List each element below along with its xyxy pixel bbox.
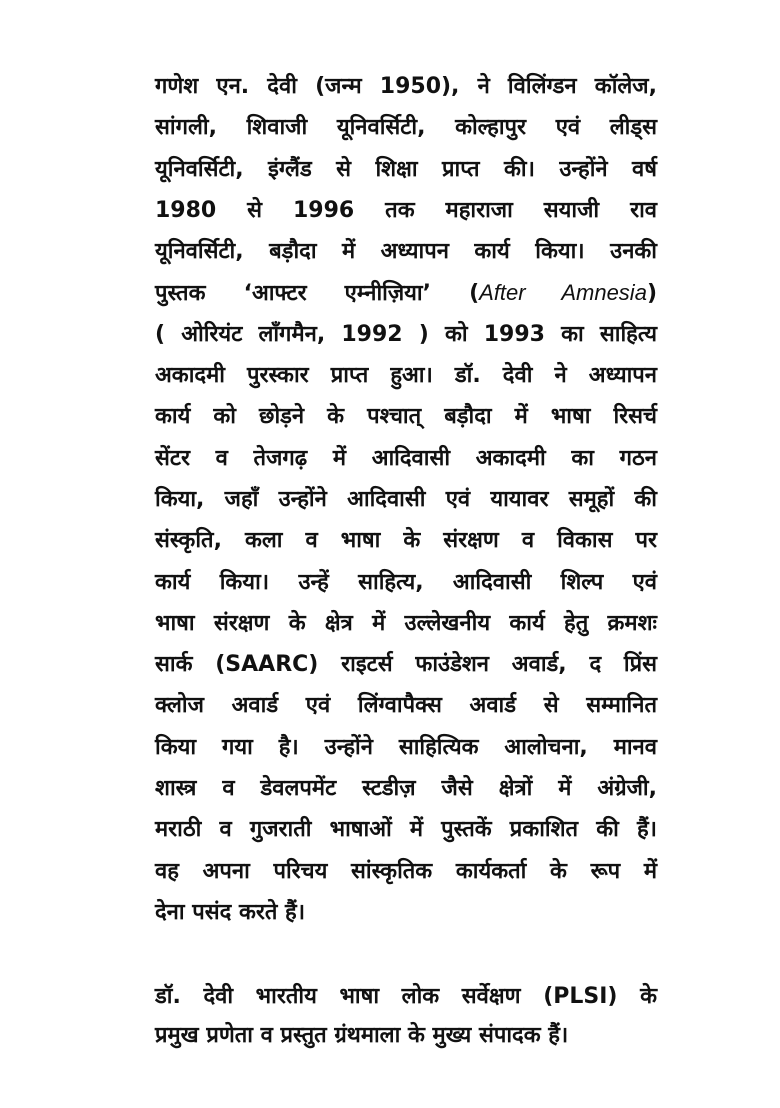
text-line: किया, जहाँ उन्होंने आदिवासी एवं यायावर समूहों की: [155, 486, 657, 512]
editor-note-paragraph: [155, 977, 657, 1055]
text-line: भाषा संरक्षण के क्षेत्र में उल्लेखनीय कार्य हेतु क्रमशः: [155, 610, 657, 636]
text-line: किया गया है। उन्होंने साहित्यिक आलोचना, मानव: [155, 734, 657, 760]
text-line: गणेश एन. देवी (जन्म 1950), ने विलिंग्डन कॉलेज,: [155, 74, 657, 99]
text-line: क्लोज अवार्ड एवं लिंग्वापैक्स अवार्ड से सम्मानित: [155, 693, 657, 719]
text-line: वह अपना परिचय सांस्कृतिक कार्यकर्ता के रूप में: [155, 858, 657, 884]
text-line: देना पसंद करते हैं।: [155, 899, 306, 925]
text-line: यूनिवर्सिटी, बड़ौदा में अध्यापन कार्य किया। उनकी: [155, 239, 657, 265]
text-line: ( ओरियंट लॉंगमैन, 1992 ) को 1993 का साहित्य: [155, 321, 657, 347]
text-line: अकादमी पुरस्कार प्राप्त हुआ। डॉ. देवी ने अध्यापन: [155, 363, 657, 389]
text-line: सेंटर व तेजगढ़ में आदिवासी अकादमी का गठन: [155, 445, 657, 471]
text-line: सांगली, शिवाजी यूनिवर्सिटी, कोल्हापुर एवं लीड्स: [155, 115, 657, 141]
book-title-english: After Amnesia: [479, 280, 647, 306]
text-line: यूनिवर्सिटी, इंग्लैंड से शिक्षा प्राप्त की। उन्होंने वर्ष: [155, 156, 657, 182]
text-line-book-title: पुस्तक ‘आफ्टर एम्नीज़िया’ (After Amnesia): [155, 280, 657, 307]
text-line: सार्क (SAARC) राइटर्स फाउंडेशन अवार्ड, द प्रिंस: [155, 652, 657, 678]
text-line: कार्य को छोड़ने के पश्चात् बड़ौदा में भाषा रिसर्च: [155, 404, 657, 430]
text-line: कार्य किया। उन्हें साहित्य, आदिवासी शिल्प एवं: [155, 569, 657, 595]
biography-paragraph: [155, 66, 657, 933]
text-line: डॉ. देवी भारतीय भाषा लोक सर्वेक्षण (PLSI) के: [155, 984, 657, 1009]
text-line: मराठी व गुजराती भाषाओं में पुस्तकें प्रकाशित की हैं।: [155, 817, 657, 843]
text-line: 1980 से 1996 तक महाराजा सयाजी राव: [155, 197, 657, 223]
text-line: संस्कृति, कला व भाषा के संरक्षण व विकास पर: [155, 528, 657, 554]
text-line: शास्त्र व डेवलपमेंट स्टडीज़ जैसे क्षेत्रों में अंग्रेजी,: [155, 776, 657, 802]
text-line: प्रमुख प्रणेता व प्रस्तुत ग्रंथमाला के मुख्य संपादक हैं।: [155, 1023, 569, 1048]
